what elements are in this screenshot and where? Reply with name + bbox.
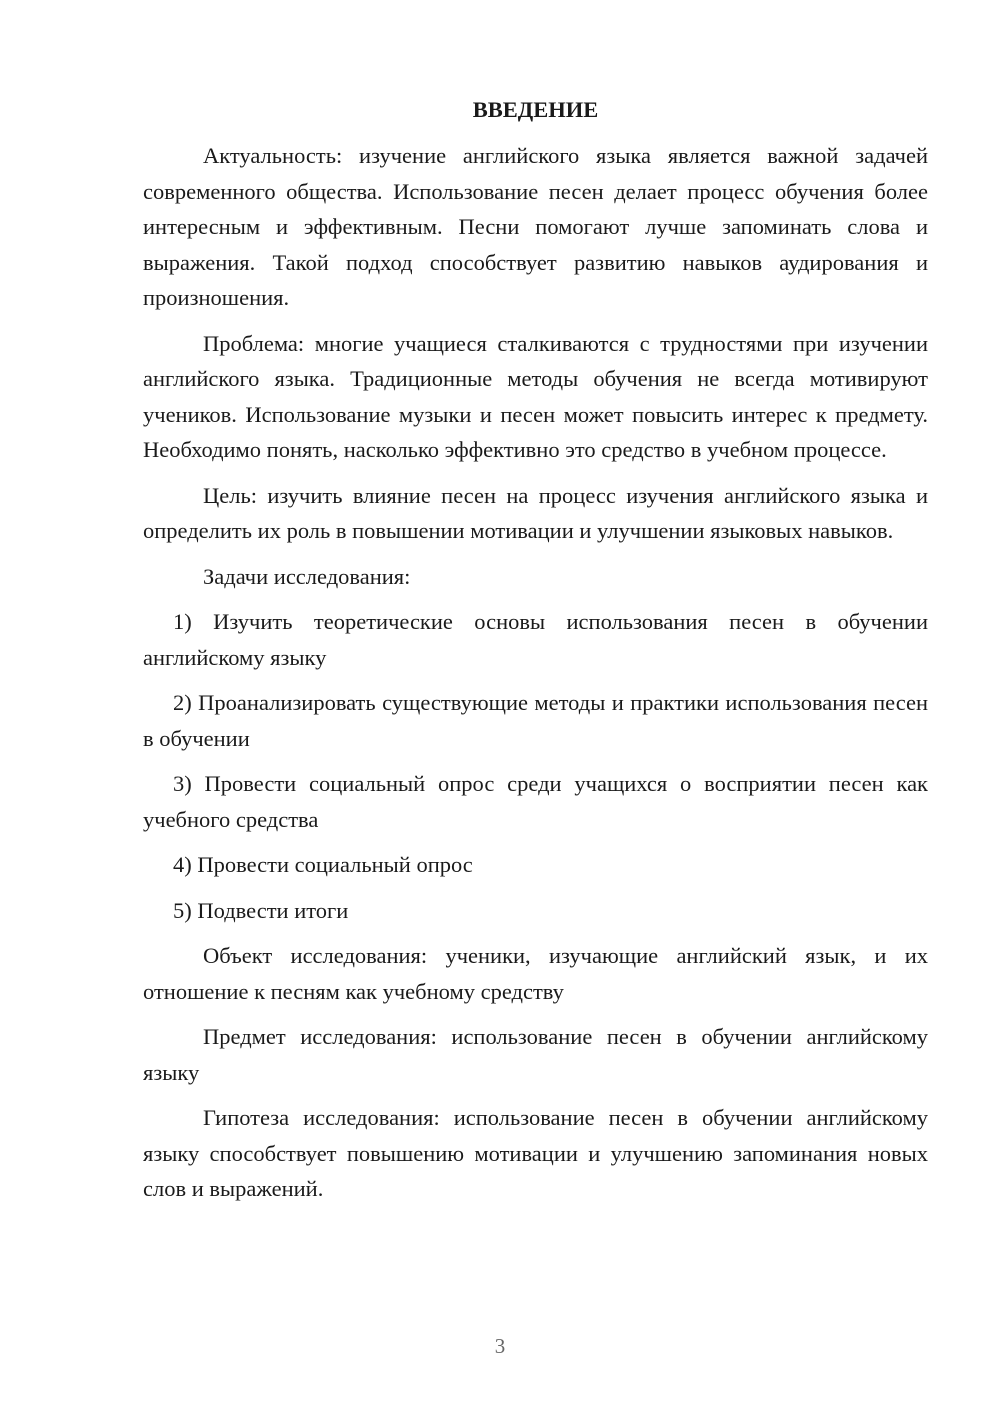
paragraph-problem: Проблема: многие учащиеся сталкиваются с трудностями при изучении английского языка. Традиционные методы обучения не всегда мотивируют учеников. Использование музыки и песен может повысить интерес к предмету. Необходимо понять, насколько эффективно это средство в учебном процессе.: [143, 330, 928, 462]
task-item-2: 2) Проанализировать существующие методы и практики использования песен в обучении: [143, 690, 928, 751]
task-item-3: 3) Провести социальный опрос среди учащихся о восприятии песен как учебного средства: [143, 771, 928, 832]
page-title: ВВЕДЕНИЕ: [472, 97, 599, 122]
task-item-1: 1) Изучить теоретические основы использования песен в обучении английскому языку: [143, 609, 928, 670]
document-page: [143, 92, 928, 1217]
task-item-5: 5) Подвести итоги: [173, 897, 349, 923]
page-number: 3: [494, 1334, 506, 1358]
paragraph-subject: Предмет исследования: использование песен в обучении английскому языку: [143, 1024, 928, 1085]
paragraph-goal: Цель: изучить влияние песен на процесс изучения английского языка и определить их роль в повышении мотивации и улучшении языковых навыков.: [143, 482, 928, 543]
tasks-heading: Задачи исследования:: [203, 563, 411, 589]
paragraph-hypothesis: Гипотеза исследования: использование песен в обучении английскому языку способствует повышению мотивации и улучшению запоминания новых слов и выражений.: [143, 1105, 928, 1201]
task-item-4: 4) Провести социальный опрос: [173, 852, 473, 877]
paragraph-object: Объект исследования: ученики, изучающие английский язык, и их отношение к песням как учебному средству: [143, 943, 928, 1004]
paragraph-relevance: Актуальность: изучение английского языка является важной задачей современного общества. Использование песен делает процесс обучения более интересным и эффективным. Песни помогают лучше запоминать слова и выражения. Такой подход способствует развитию навыков аудирования и произношения.: [143, 143, 928, 310]
